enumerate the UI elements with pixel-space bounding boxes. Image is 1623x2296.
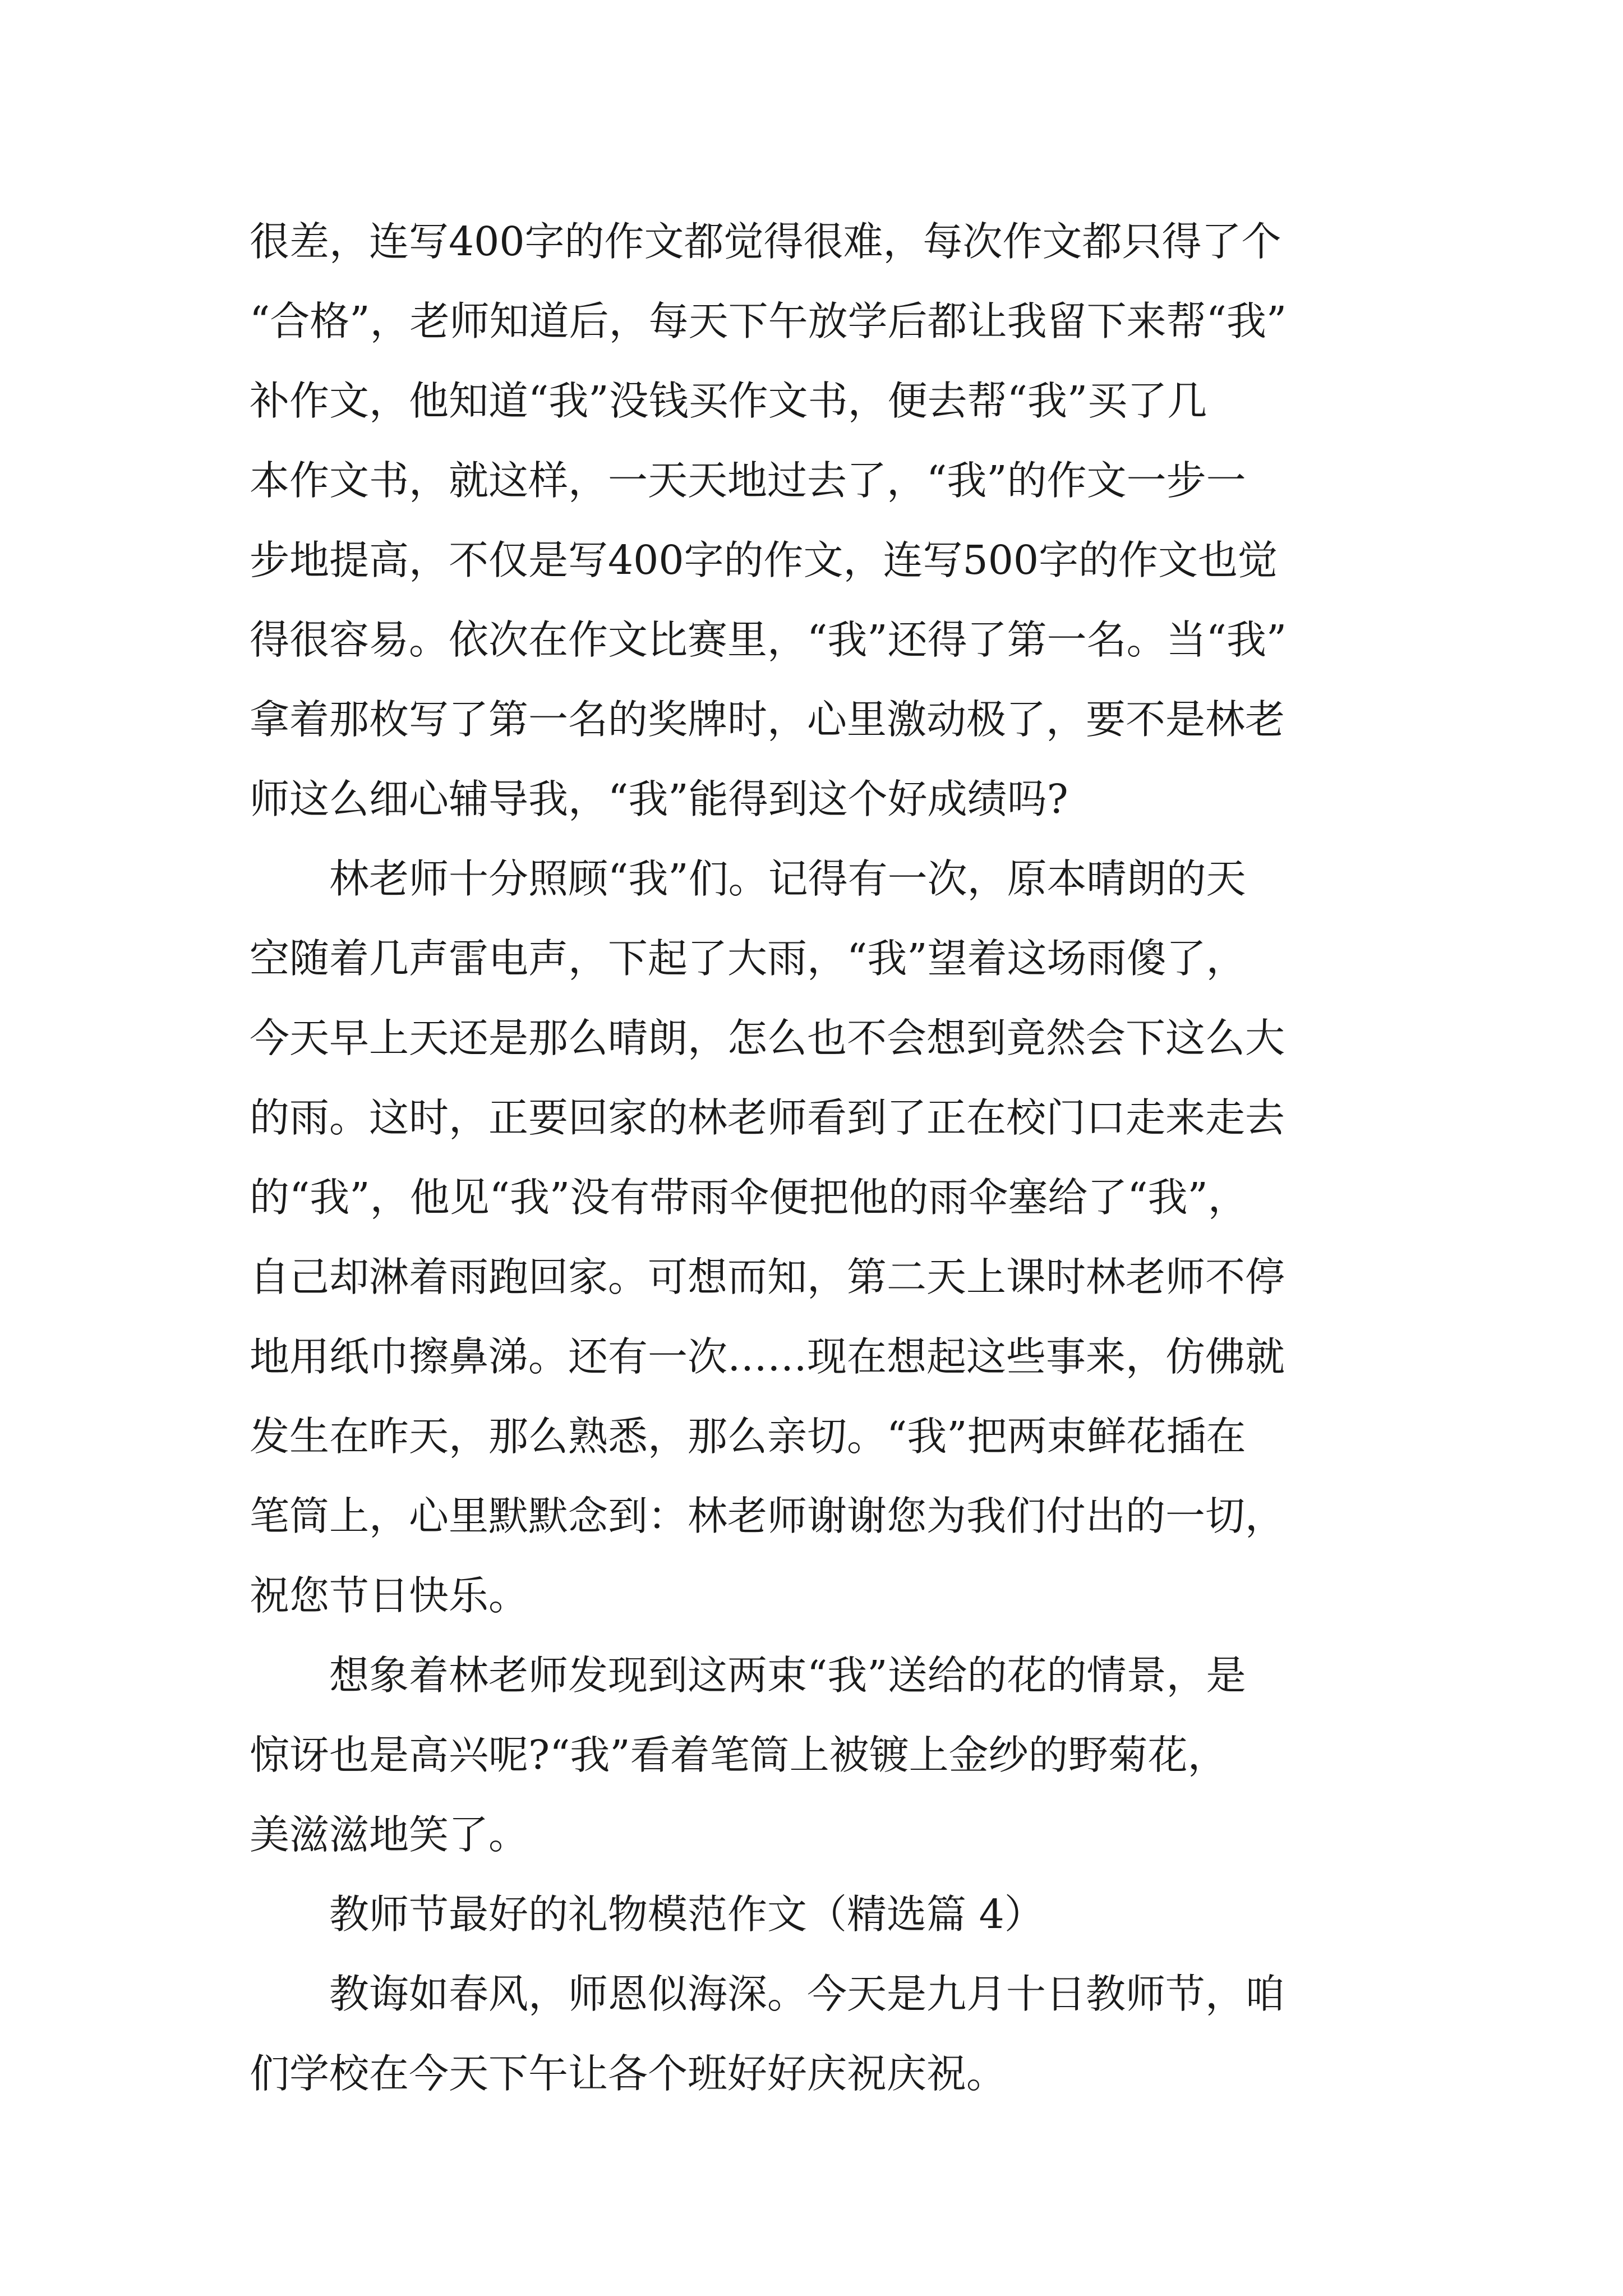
- text-line-13: 的“我”，他见“我”没有带雨伞便把他的雨伞塞给了“我”，: [250, 1174, 1248, 1221]
- text-line-7: 拿着那枚写了第一名的奖牌时，心里激动极了，要不是林老: [250, 696, 1285, 743]
- text-line-15: 地用纸巾擦鼻涕。还有一次……现在想起这些事来，仿佛就: [250, 1333, 1285, 1380]
- text-line-1: 很差，连写400字的作文都觉得很难，每次作文都只得了个: [250, 218, 1281, 265]
- text-line-6: 得很容易。依次在作文比赛里，“我”还得了第一名。当“我”: [250, 616, 1287, 663]
- text-line-3: 补作文，他知道“我”没钱买作文书，便去帮“我”买了几: [250, 378, 1207, 424]
- text-line-14: 自己却淋着雨跑回家。可想而知，第二天上课时林老师不停: [250, 1254, 1285, 1300]
- text-line-8: 师这么细心辅导我，“我”能得到这个好成绩吗?: [250, 776, 1068, 822]
- text-line-20: 惊讶也是高兴呢?“我”看着笔筒上被镀上金纱的野菊花，: [250, 1732, 1228, 1778]
- text-line-4: 本作文书，就这样，一天天地过去了，“我”的作文一步一: [250, 457, 1246, 504]
- text-line-23: 教诲如春风，师恩似海深。今天是九月十日教师节，咱: [329, 1971, 1285, 2017]
- text-line-18: 祝您节日快乐。: [250, 1572, 529, 1619]
- text-line-17: 笔筒上，心里默默念到：林老师谢谢您为我们付出的一切，: [250, 1493, 1285, 1539]
- text-line-16: 发生在昨天，那么熟悉，那么亲切。“我”把两束鲜花插在: [250, 1413, 1246, 1460]
- text-line-11: 今天早上天还是那么晴朗，怎么也不会想到竟然会下这么大: [250, 1015, 1285, 1061]
- text-line-24: 们学校在今天下午让各个班好好庆祝庆祝。: [250, 2050, 1007, 2097]
- text-line-19: 想象着林老师发现到这两束“我”送给的花的情景，是: [329, 1652, 1246, 1699]
- text-line-10: 空随着几声雷电声，下起了大雨，“我”望着这场雨傻了，: [250, 935, 1246, 982]
- essay-body: [250, 202, 1416, 2114]
- text-line-21: 美滋滋地笑了。: [250, 1811, 529, 1858]
- section-heading: 教师节最好的礼物模范作文（精选篇 4）: [329, 1891, 1044, 1938]
- text-line-9: 林老师十分照顾“我”们。记得有一次，原本晴朗的天: [329, 855, 1246, 902]
- text-line-2: “合格”，老师知道后，每天下午放学后都让我留下来帮“我”: [250, 298, 1287, 344]
- text-line-5: 步地提高，不仅是写400字的作文，连写500字的作文也觉: [250, 537, 1278, 583]
- text-line-12: 的雨。这时，正要回家的林老师看到了正在校门口走来走去: [250, 1094, 1285, 1141]
